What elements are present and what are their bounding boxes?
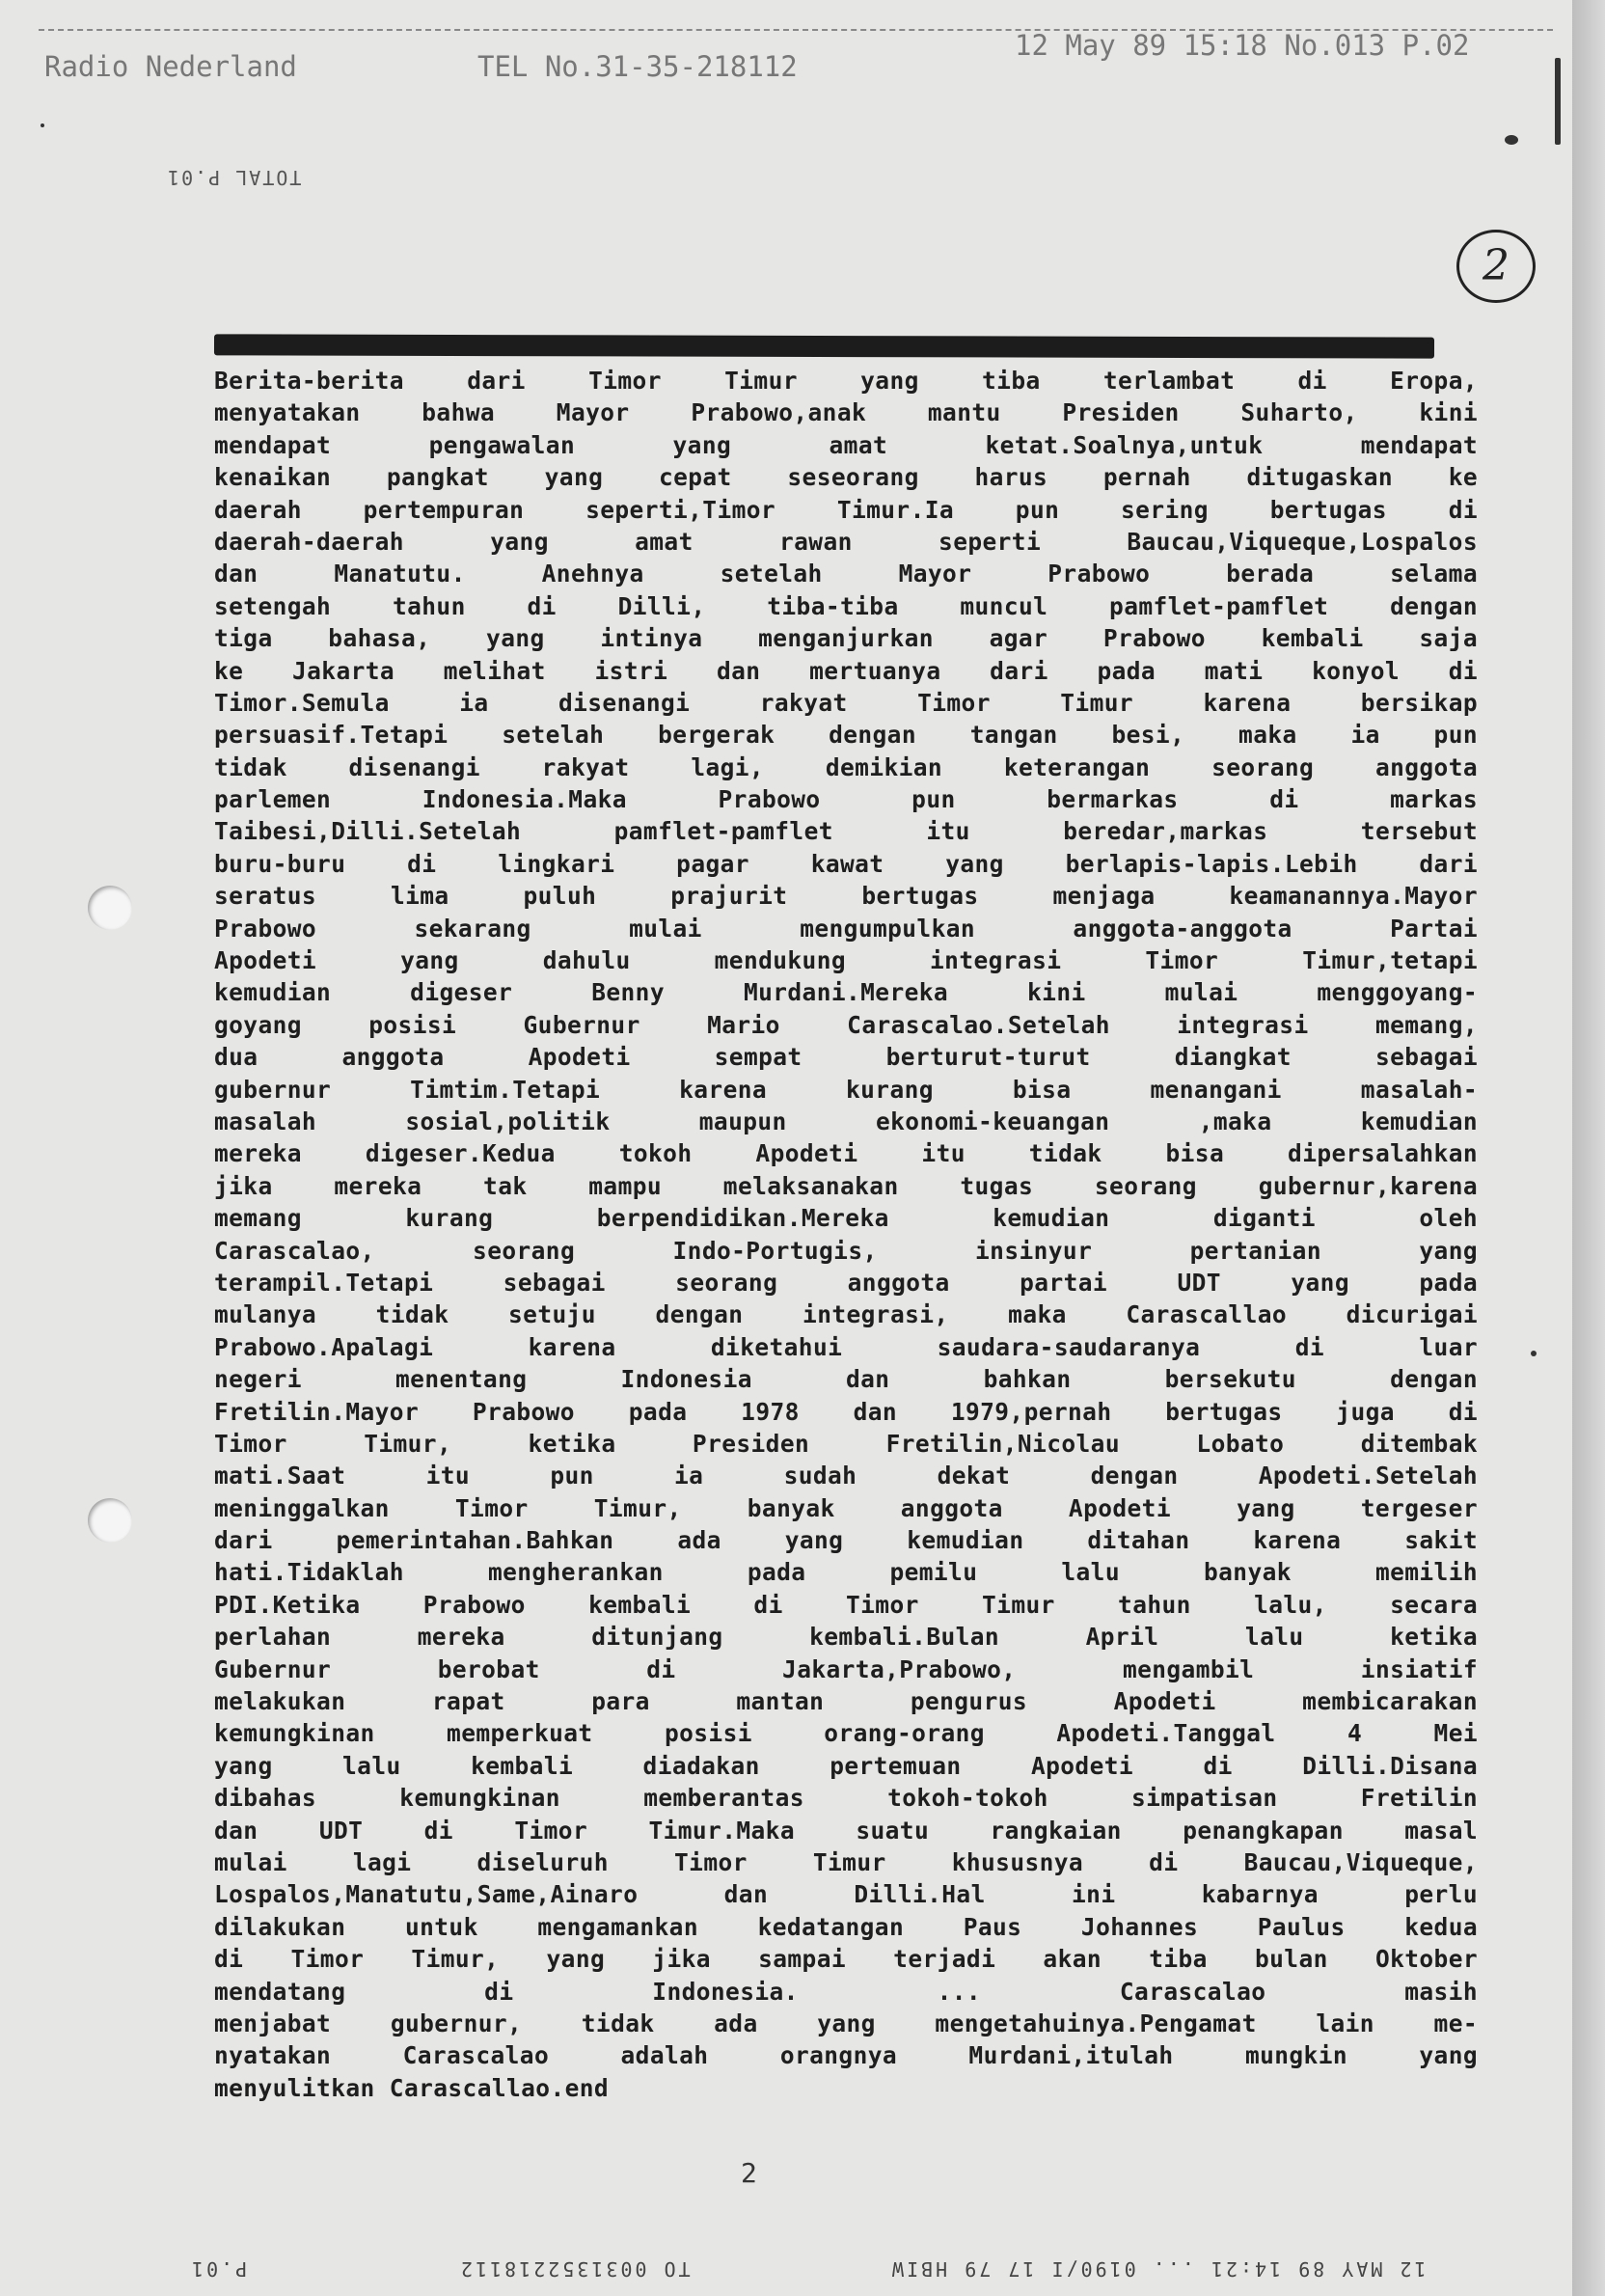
body-line: Taibesi,Dilli.Setelah pamflet-pamflet itu beredar,markas tersebut: [214, 817, 1478, 846]
body-line: mereka digeser.Kedua tokoh Apodeti itu tidak bisa dipersalahkan: [214, 1139, 1478, 1168]
punch-hole-bottom: [88, 1498, 132, 1543]
body-line: negeri menentang Indonesia dan bahkan bersekutu dengan: [214, 1365, 1478, 1394]
body-line: mulai lagi diseluruh Timor Timur khususnya di Baucau,Viqueque,: [214, 1847, 1478, 1876]
body-line: daerah-daerah yang amat rawan seperti Baucau,Viqueque,Lospalos: [214, 527, 1478, 556]
body-line: Fretilin.Mayor Prabowo pada 1978 dan 1979,pernah bertugas juga di: [214, 1397, 1478, 1426]
body-line: dua anggota Apodeti sempat berturut-turut diangkat sebagai: [214, 1043, 1478, 1072]
body-line: setengah tahun di Dilli, tiba-tiba muncul pamflet-pamflet dengan: [214, 591, 1478, 620]
body-line: Prabowo.Apalagi karena diketahui saudara-saudaranya di luar: [214, 1332, 1478, 1361]
body-line: Carascalao, seorang Indo-Portugis, insinyur pertanian yang: [214, 1236, 1478, 1265]
scan-edge: [1572, 0, 1605, 2296]
body-line: dan Manatutu. Anehnya setelah Mayor Prabowo berada selama: [214, 560, 1478, 588]
page-number: 2: [741, 2157, 757, 2189]
body-line: Timor.Semula ia disenangi rakyat Timor Timur karena bersikap: [214, 688, 1478, 717]
body-line: Gubernur berobat di Jakarta,Prabowo, mengambil insiatif: [214, 1654, 1478, 1683]
mirrored-footer-left: P.01: [189, 2257, 248, 2281]
scan-mark: [1555, 58, 1561, 145]
body-line: jika mereka tak mampu melaksanakan tugas seorang gubernur,karena: [214, 1171, 1478, 1200]
body-line: dibahas kemungkinan memberantas tokoh-tokoh simpatisan Fretilin: [214, 1784, 1478, 1813]
body-line: daerah pertempuran seperti,Timor Timur.Ia pun sering bertugas di: [214, 495, 1478, 524]
fax-date-time: 12 May 89 15:18 No.013 P.02: [1015, 29, 1470, 62]
fax-station: Radio Nederland: [44, 50, 297, 83]
circled-page-marker: 2: [1456, 230, 1536, 303]
body-line: kemudian digeser Benny Murdani.Mereka kini mulai menggoyang-: [214, 978, 1478, 1007]
body-line: ke Jakarta melihat istri dan mertuanya dari pada mati konyol di: [214, 656, 1478, 685]
body-line: parlemen Indonesia.Maka Prabowo pun bermarkas di markas: [214, 785, 1478, 814]
body-line: di Timor Timur, yang jika sampai terjadi akan tiba bulan Oktober: [214, 1945, 1478, 1974]
body-line: masalah sosial,politik maupun ekonomi-keuangan ,maka kemudian: [214, 1107, 1478, 1135]
body-line: dan UDT di Timor Timur.Maka suatu rangkaian penangkapan masal: [214, 1816, 1478, 1845]
fax-telephone: TEL No.31-35-218112: [477, 50, 798, 83]
body-line: terampil.Tetapi sebagai seorang anggota partai UDT yang pada: [214, 1268, 1478, 1297]
body-line: mendapat pengawalan yang amat ketat.Soalnya,untuk mendapat: [214, 430, 1478, 459]
body-line: Prabowo sekarang mulai mengumpulkan anggota-anggota Partai: [214, 914, 1478, 943]
body-line: nyatakan Carascalao adalah orangnya Murdani,itulah mungkin yang: [214, 2041, 1478, 2070]
article-body: [214, 365, 1478, 2104]
body-line: mati.Saat itu pun ia sudah dekat dengan Apodeti.Setelah: [214, 1462, 1478, 1490]
mirrored-total-pages: TOTAL P.01: [166, 166, 302, 189]
body-line: yang lalu kembali diadakan pertemuan Apodeti di Dilli.Disana: [214, 1751, 1478, 1780]
body-line: kenaikan pangkat yang cepat seseorang harus pernah ditugaskan ke: [214, 463, 1478, 492]
scan-mark: [1531, 1351, 1537, 1356]
body-line: hati.Tidaklah mengherankan pada pemilu lalu banyak memilih: [214, 1558, 1478, 1587]
body-line: menjabat gubernur, tidak ada yang mengetahuinya.Pengamat lain me-: [214, 2009, 1478, 2037]
body-line: buru-buru di lingkari pagar kawat yang berlapis-lapis.Lebih dari: [214, 849, 1478, 878]
body-line: Apodeti yang dahulu mendukung integrasi Timor Timur,tetapi: [214, 946, 1478, 975]
body-line: kemungkinan memperkuat posisi orang-orang Apodeti.Tanggal 4 Mei: [214, 1719, 1478, 1748]
body-line: menyulitkan Carascallao.end: [214, 2073, 610, 2102]
body-line: dilakukan untuk mengamankan kedatangan Paus Johannes Paulus kedua: [214, 1912, 1478, 1941]
body-line: PDI.Ketika Prabowo kembali di Timor Timur tahun lalu, secara: [214, 1590, 1478, 1619]
body-line: tiga bahasa, yang intinya menganjurkan agar Prabowo kembali saja: [214, 624, 1478, 653]
body-line: goyang posisi Gubernur Mario Carascalao.Setelah integrasi memang,: [214, 1010, 1478, 1039]
body-line: perlahan mereka ditunjang kembali.Bulan April lalu ketika: [214, 1623, 1478, 1652]
body-line: seratus lima puluh prajurit bertugas menjaga keamanannya.Mayor: [214, 882, 1478, 911]
body-line: Lospalos,Manatutu,Same,Ainaro dan Dilli.Hal ini kabarnya perlu: [214, 1880, 1478, 1909]
body-line: menyatakan bahwa Mayor Prabowo,anak mantu Presiden Suharto, kini: [214, 398, 1478, 427]
fax-header: [39, 29, 1553, 96]
body-line: melakukan rapat para mantan pengurus Apodeti membicarakan: [214, 1687, 1478, 1716]
body-line: tidak disenangi rakyat lagi, demikian keterangan seorang anggota: [214, 752, 1478, 781]
scan-mark: [41, 123, 44, 127]
mirrored-footer-center: TO 0031352218112: [458, 2257, 691, 2281]
body-line: meninggalkan Timor Timur, banyak anggota Apodeti yang tergeser: [214, 1493, 1478, 1522]
redaction-bar: [214, 334, 1434, 358]
body-line: mulanya tidak setuju dengan integrasi, maka Carascallao dicurigai: [214, 1300, 1478, 1329]
body-line: persuasif.Tetapi setelah bergerak dengan tangan besi, maka ia pun: [214, 721, 1478, 750]
punch-hole-top: [88, 886, 132, 930]
body-line: Timor Timur, ketika Presiden Fretilin,Nicolau Lobato ditembak: [214, 1429, 1478, 1458]
body-line: Berita-berita dari Timor Timur yang tiba terlambat di Eropa,: [214, 367, 1478, 395]
scan-mark: [1505, 135, 1518, 145]
body-line: mendatang di Indonesia. ... Carascalao masih: [214, 1977, 1478, 2006]
body-line: dari pemerintahan.Bahkan ada yang kemudian ditahan karena sakit: [214, 1526, 1478, 1555]
body-line: gubernur Timtim.Tetapi karena kurang bisa menangani masalah-: [214, 1075, 1478, 1104]
mirrored-footer-right: 12 MAY 89 14:21 ... 0190/I 17 79 HBIW: [889, 2257, 1427, 2281]
body-line: memang kurang berpendidikan.Mereka kemudian diganti oleh: [214, 1204, 1478, 1233]
